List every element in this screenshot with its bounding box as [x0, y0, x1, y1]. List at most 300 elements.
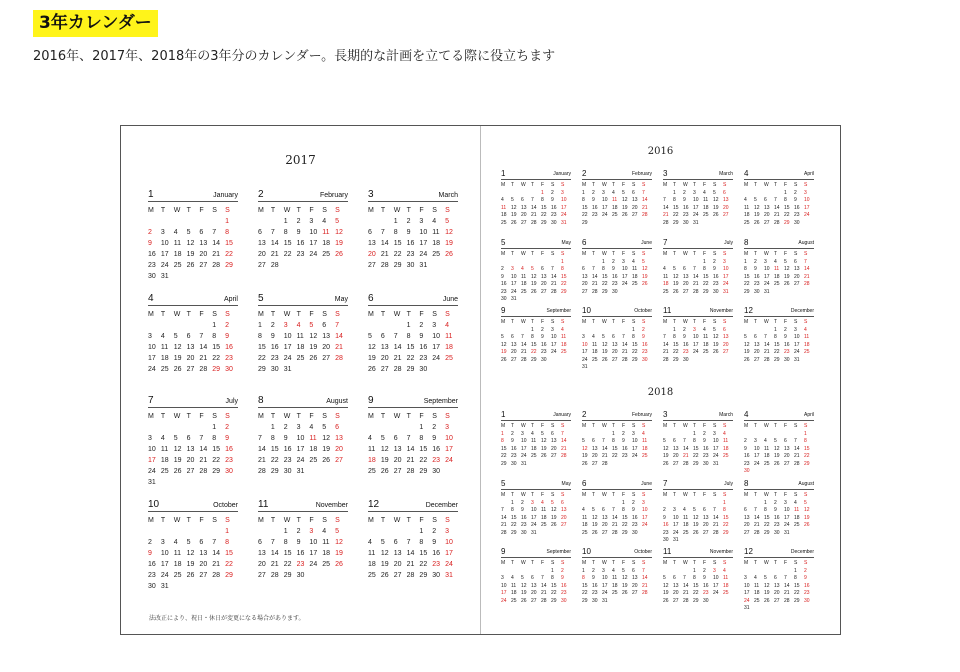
day-cell: 1 — [764, 499, 767, 506]
day-cell: 13 — [521, 204, 527, 211]
day-cell: 29 — [794, 597, 800, 604]
weekday-label: T — [531, 251, 535, 257]
day-cell: 7 — [541, 575, 544, 581]
day-cell: 29 — [582, 597, 588, 604]
day-cell: 24 — [642, 522, 648, 528]
day-cell: 17 — [673, 522, 679, 528]
day-cell: 9 — [794, 197, 797, 203]
day-cell: 8 — [703, 266, 706, 272]
empty-cell — [161, 320, 174, 331]
month-name: May — [561, 481, 571, 487]
day-cell: 12 — [622, 197, 628, 203]
weekday-label: F — [703, 423, 707, 429]
day-cell: 26 — [511, 219, 517, 226]
weekday-label: S — [551, 251, 555, 257]
day-cell: 16 — [703, 445, 709, 452]
day-cell: 1 — [693, 430, 696, 437]
day-cell: 28 — [622, 356, 628, 363]
day-cell: 5 — [642, 258, 645, 265]
day-cell: 11 — [723, 438, 729, 444]
day-cell: 19 — [335, 240, 343, 247]
month-header — [501, 238, 571, 249]
day-cell: 9 — [713, 266, 716, 272]
day-cell: 24 — [804, 212, 810, 218]
month-header — [663, 547, 733, 558]
day-cell: 22 — [784, 212, 790, 218]
day-cell: 11 — [173, 240, 181, 247]
day-cell: 13 — [632, 575, 638, 581]
day-cell: 6 — [612, 334, 615, 340]
weekday-label: M — [582, 560, 587, 566]
day-cell: 9 — [296, 539, 301, 546]
day-cell: 7 — [663, 197, 666, 203]
weekday-label: T — [186, 413, 191, 420]
weekday-label: W — [764, 319, 769, 325]
month-number: 4 — [148, 293, 154, 304]
weekday-label: M — [744, 423, 749, 429]
day-cell: 5 — [663, 575, 666, 581]
empty-cell — [764, 568, 774, 576]
day-cell: 13 — [592, 445, 598, 452]
month-number: 10 — [148, 499, 160, 510]
day-cell: 30 — [754, 288, 760, 295]
day-cell: 19 — [501, 349, 507, 355]
day-cell: 16 — [713, 273, 719, 280]
month-header — [501, 306, 571, 317]
day-cell: 14 — [683, 445, 689, 452]
day-cell: 9 — [521, 507, 524, 513]
day-cell: 19 — [531, 281, 537, 287]
month-name: October — [634, 308, 652, 314]
month-day-grid — [501, 251, 571, 304]
day-cell: 18 — [173, 251, 182, 258]
empty-cell — [541, 530, 551, 538]
weekday-label: S — [642, 251, 646, 257]
day-cell: 9 — [612, 266, 615, 272]
day-cell: 5 — [380, 435, 385, 442]
month-day-grid — [258, 411, 348, 477]
day-cell: 6 — [368, 229, 372, 236]
empty-cell — [774, 431, 784, 439]
empty-cell — [148, 216, 161, 227]
empty-cell — [309, 364, 322, 375]
day-cell: 5 — [511, 197, 514, 203]
day-cell: 19 — [673, 281, 679, 287]
day-cell: 7 — [212, 229, 217, 236]
day-cell: 5 — [368, 333, 372, 340]
day-cell: 12 — [531, 273, 537, 280]
day-cell: 7 — [642, 189, 645, 196]
day-cell: 23 — [642, 349, 648, 355]
weekday-label: M — [744, 319, 749, 325]
month-2017-1 — [148, 188, 238, 282]
day-cell: 12 — [186, 550, 195, 557]
day-cell: 4 — [764, 438, 767, 444]
day-cell: 19 — [642, 273, 648, 280]
weekday-label: F — [419, 207, 424, 214]
month-day-grid — [148, 411, 238, 488]
day-cell: 30 — [784, 356, 790, 363]
weekday-label: W — [521, 182, 526, 188]
day-cell: 11 — [703, 197, 709, 203]
day-cell: 9 — [592, 575, 595, 581]
weekday-label: M — [744, 560, 749, 566]
day-cell: 23 — [148, 262, 156, 269]
day-cell: 27 — [258, 572, 266, 579]
day-cell: 26 — [335, 251, 343, 258]
day-cell: 15 — [622, 514, 628, 521]
day-cell: 23 — [406, 251, 415, 258]
empty-cell — [561, 530, 571, 538]
empty-cell — [764, 431, 774, 439]
day-cell: 28 — [212, 572, 221, 579]
day-cell: 23 — [784, 349, 790, 355]
day-cell: 4 — [794, 499, 797, 506]
day-cell: 25 — [794, 522, 800, 528]
day-cell: 12 — [663, 582, 669, 589]
day-cell: 21 — [804, 273, 810, 280]
month-day-grid — [744, 560, 814, 613]
day-cell: 12 — [804, 507, 810, 513]
month-header — [258, 292, 348, 306]
weekday-label: F — [622, 319, 626, 325]
day-cell: 3 — [432, 322, 437, 329]
empty-cell — [622, 289, 632, 297]
day-cell: 3 — [283, 322, 288, 329]
empty-cell — [541, 461, 551, 469]
day-cell: 20 — [199, 251, 208, 258]
weekday-label: S — [794, 560, 798, 566]
day-cell: 18 — [531, 445, 537, 452]
weekday-label: T — [612, 319, 616, 325]
month-name: August — [326, 398, 348, 405]
month-day-grid — [368, 309, 458, 375]
empty-cell — [174, 216, 187, 227]
day-cell: 3 — [521, 430, 524, 437]
weekday-label: T — [296, 207, 301, 214]
day-cell: 27 — [632, 590, 638, 596]
day-cell: 4 — [632, 258, 635, 265]
empty-cell — [673, 259, 683, 267]
empty-cell — [602, 220, 612, 228]
day-cell: 9 — [592, 197, 595, 203]
day-cell: 25 — [723, 453, 729, 459]
day-cell: 23 — [713, 281, 719, 287]
day-cell: 11 — [322, 539, 330, 546]
weekday-label: W — [521, 560, 526, 566]
day-cell: 19 — [309, 344, 318, 351]
day-cell: 19 — [764, 590, 770, 596]
day-cell: 1 — [393, 218, 398, 225]
day-cell: 14 — [531, 204, 537, 211]
day-cell: 11 — [754, 582, 760, 589]
day-cell: 9 — [501, 273, 504, 280]
month-2016-5 — [501, 238, 571, 304]
day-cell: 25 — [744, 219, 750, 226]
day-cell: 12 — [368, 344, 376, 351]
weekday-label: M — [663, 492, 668, 498]
weekday-label: S — [632, 423, 636, 429]
day-cell: 14 — [212, 240, 221, 247]
month-name: December — [425, 502, 458, 509]
day-cell: 3 — [445, 424, 450, 431]
day-cell: 25 — [774, 281, 780, 287]
day-cell: 9 — [270, 333, 275, 340]
day-cell: 4 — [445, 322, 450, 329]
day-cell: 10 — [160, 240, 169, 247]
day-cell: 29 — [551, 597, 557, 604]
empty-cell — [187, 422, 200, 433]
day-cell: 9 — [632, 507, 635, 513]
month-header — [501, 169, 571, 180]
weekday-label: M — [663, 319, 668, 325]
month-name: September — [423, 398, 458, 405]
empty-cell — [632, 461, 642, 469]
empty-cell — [804, 468, 814, 476]
day-cell: 2 — [270, 322, 275, 329]
month-name: September — [546, 549, 571, 555]
day-cell: 8 — [673, 334, 676, 340]
day-cell: 23 — [683, 349, 689, 355]
day-cell: 10 — [784, 507, 790, 513]
day-cell: 1 — [212, 424, 217, 431]
empty-cell — [501, 259, 511, 267]
empty-cell — [258, 422, 271, 433]
day-cell: 25 — [723, 590, 729, 596]
empty-cell — [612, 598, 622, 606]
empty-cell — [271, 216, 284, 227]
day-cell: 23 — [622, 453, 628, 459]
day-cell: 4 — [368, 539, 372, 546]
day-cell: 17 — [445, 446, 453, 453]
day-cell: 4 — [432, 218, 437, 225]
day-cell: 28 — [794, 460, 800, 467]
day-cell: 29 — [764, 529, 770, 536]
day-cell: 2 — [283, 424, 288, 431]
month-2018-8 — [744, 479, 814, 537]
day-cell: 14 — [212, 550, 221, 557]
day-cell: 23 — [754, 281, 760, 287]
weekday-label: S — [551, 492, 555, 498]
day-cell: 18 — [173, 561, 182, 568]
day-cell: 23 — [804, 590, 810, 596]
day-cell: 31 — [582, 364, 588, 370]
weekday-label: F — [541, 319, 545, 325]
day-cell: 13 — [683, 273, 689, 280]
empty-cell — [713, 598, 723, 606]
weekday-label: W — [283, 413, 291, 420]
day-cell: 5 — [309, 322, 314, 329]
month-2018-7 — [663, 479, 733, 545]
day-cell: 12 — [784, 266, 790, 272]
day-cell: 11 — [368, 550, 376, 557]
day-cell: 29 — [212, 468, 221, 475]
weekday-label: S — [322, 517, 327, 524]
day-cell: 19 — [592, 522, 598, 528]
day-cell: 12 — [511, 204, 517, 211]
empty-cell — [187, 581, 200, 592]
day-cell: 8 — [419, 539, 424, 546]
day-cell: 28 — [270, 262, 279, 269]
day-cell: 29 — [406, 366, 415, 373]
day-cell: 29 — [622, 529, 628, 536]
month-day-grid — [368, 411, 458, 477]
day-cell: 14 — [693, 273, 699, 280]
weekday-label: F — [199, 311, 204, 318]
weekday-label: T — [531, 560, 535, 566]
month-number: 12 — [744, 306, 753, 315]
weekday-label: T — [612, 182, 616, 188]
month-name: June — [641, 240, 652, 246]
day-cell: 5 — [693, 507, 696, 513]
day-cell: 16 — [632, 514, 638, 521]
empty-cell — [381, 526, 394, 537]
day-cell: 3 — [632, 430, 635, 437]
day-cell: 3 — [296, 424, 301, 431]
empty-cell — [663, 431, 673, 439]
day-cell: 24 — [283, 355, 292, 362]
day-cell: 30 — [561, 597, 567, 604]
empty-cell — [764, 605, 774, 613]
day-cell: 5 — [713, 189, 716, 196]
day-cell: 15 — [764, 514, 770, 521]
weekday-label: S — [551, 182, 555, 188]
weekday-label: W — [683, 423, 688, 429]
day-cell: 18 — [501, 212, 507, 218]
day-cell: 5 — [186, 229, 191, 236]
weekday-label: S — [713, 560, 717, 566]
weekday-label: T — [531, 492, 535, 498]
day-cell: 18 — [368, 561, 376, 568]
day-cell: 26 — [693, 529, 699, 536]
empty-cell — [774, 468, 784, 476]
day-cell: 17 — [754, 453, 760, 459]
weekday-label: F — [703, 560, 707, 566]
day-cell: 10 — [561, 197, 567, 203]
day-cell: 19 — [602, 349, 608, 355]
day-cell: 30 — [774, 529, 780, 536]
day-cell: 22 — [393, 251, 402, 258]
weekday-label: S — [713, 182, 717, 188]
day-cell: 29 — [632, 356, 638, 363]
day-cell: 14 — [380, 240, 389, 247]
empty-cell — [501, 500, 511, 508]
month-2018-11 — [663, 547, 733, 605]
day-cell: 14 — [406, 550, 415, 557]
weekday-label: F — [541, 182, 545, 188]
empty-cell — [612, 461, 622, 469]
weekday-label: F — [541, 251, 545, 257]
day-cell: 8 — [551, 575, 554, 581]
day-cell: 14 — [541, 582, 547, 589]
day-cell: 28 — [642, 212, 648, 218]
weekday-label: S — [804, 492, 808, 498]
day-cell: 25 — [309, 457, 318, 464]
day-cell: 3 — [723, 258, 726, 265]
day-cell: 7 — [713, 507, 716, 513]
weekday-label: F — [199, 413, 204, 420]
left-page-2017 — [121, 126, 480, 634]
weekday-label: T — [673, 560, 677, 566]
day-cell: 4 — [582, 507, 585, 513]
day-cell: 27 — [764, 219, 770, 226]
month-name: July — [724, 240, 733, 246]
year-label-2016: 2016 — [647, 146, 674, 157]
day-cell: 19 — [713, 204, 719, 211]
day-cell: 7 — [602, 438, 605, 444]
day-cell: 2 — [804, 567, 807, 574]
day-cell: 3 — [148, 333, 152, 340]
day-cell: 7 — [551, 266, 554, 272]
weekday-label: T — [160, 517, 166, 524]
day-cell: 6 — [561, 499, 564, 506]
weekday-label: T — [406, 517, 411, 524]
day-cell: 17 — [148, 355, 156, 362]
day-cell: 25 — [322, 251, 331, 258]
day-cell: 8 — [744, 266, 747, 272]
day-cell: 29 — [774, 356, 780, 363]
day-cell: 2 — [551, 189, 554, 196]
day-cell: 15 — [582, 582, 588, 589]
day-cell: 22 — [511, 522, 517, 528]
day-cell: 16 — [148, 251, 156, 258]
empty-cell — [622, 220, 632, 228]
day-cell: 20 — [602, 522, 608, 528]
day-cell: 5 — [173, 333, 178, 340]
month-day-grid — [258, 515, 348, 581]
day-cell: 22 — [212, 355, 221, 362]
day-cell: 8 — [212, 333, 217, 340]
day-cell: 9 — [432, 539, 437, 546]
day-cell: 28 — [612, 529, 618, 536]
month-name: June — [641, 481, 652, 487]
month-day-grid — [582, 319, 652, 372]
day-cell: 12 — [582, 445, 588, 452]
day-cell: 6 — [393, 435, 398, 442]
day-cell: 17 — [160, 251, 169, 258]
weekday-label: F — [541, 423, 545, 429]
day-cell: 18 — [703, 341, 709, 348]
empty-cell — [531, 461, 541, 469]
day-cell: 20 — [186, 457, 195, 464]
day-cell: 10 — [419, 229, 428, 236]
day-cell: 24 — [632, 453, 638, 459]
day-cell: 18 — [612, 204, 618, 211]
month-header — [744, 238, 814, 249]
empty-cell — [784, 431, 794, 439]
day-cell: 25 — [582, 529, 588, 536]
weekday-label: S — [794, 423, 798, 429]
empty-cell — [541, 259, 551, 267]
day-cell: 20 — [612, 349, 618, 355]
month-header — [744, 410, 814, 421]
day-cell: 16 — [225, 344, 233, 351]
day-cell: 25 — [683, 529, 689, 536]
day-cell: 18 — [764, 453, 770, 459]
day-cell: 30 — [225, 468, 233, 475]
day-cell: 17 — [511, 281, 517, 287]
day-cell: 13 — [723, 334, 729, 340]
day-cell: 1 — [612, 430, 615, 437]
day-cell: 30 — [663, 537, 669, 543]
month-day-grid — [744, 251, 814, 296]
day-cell: 28 — [602, 460, 608, 467]
day-cell: 17 — [764, 273, 770, 280]
day-cell: 18 — [160, 457, 169, 464]
day-cell: 23 — [511, 453, 517, 459]
day-cell: 11 — [160, 344, 169, 351]
day-cell: 6 — [794, 258, 797, 265]
